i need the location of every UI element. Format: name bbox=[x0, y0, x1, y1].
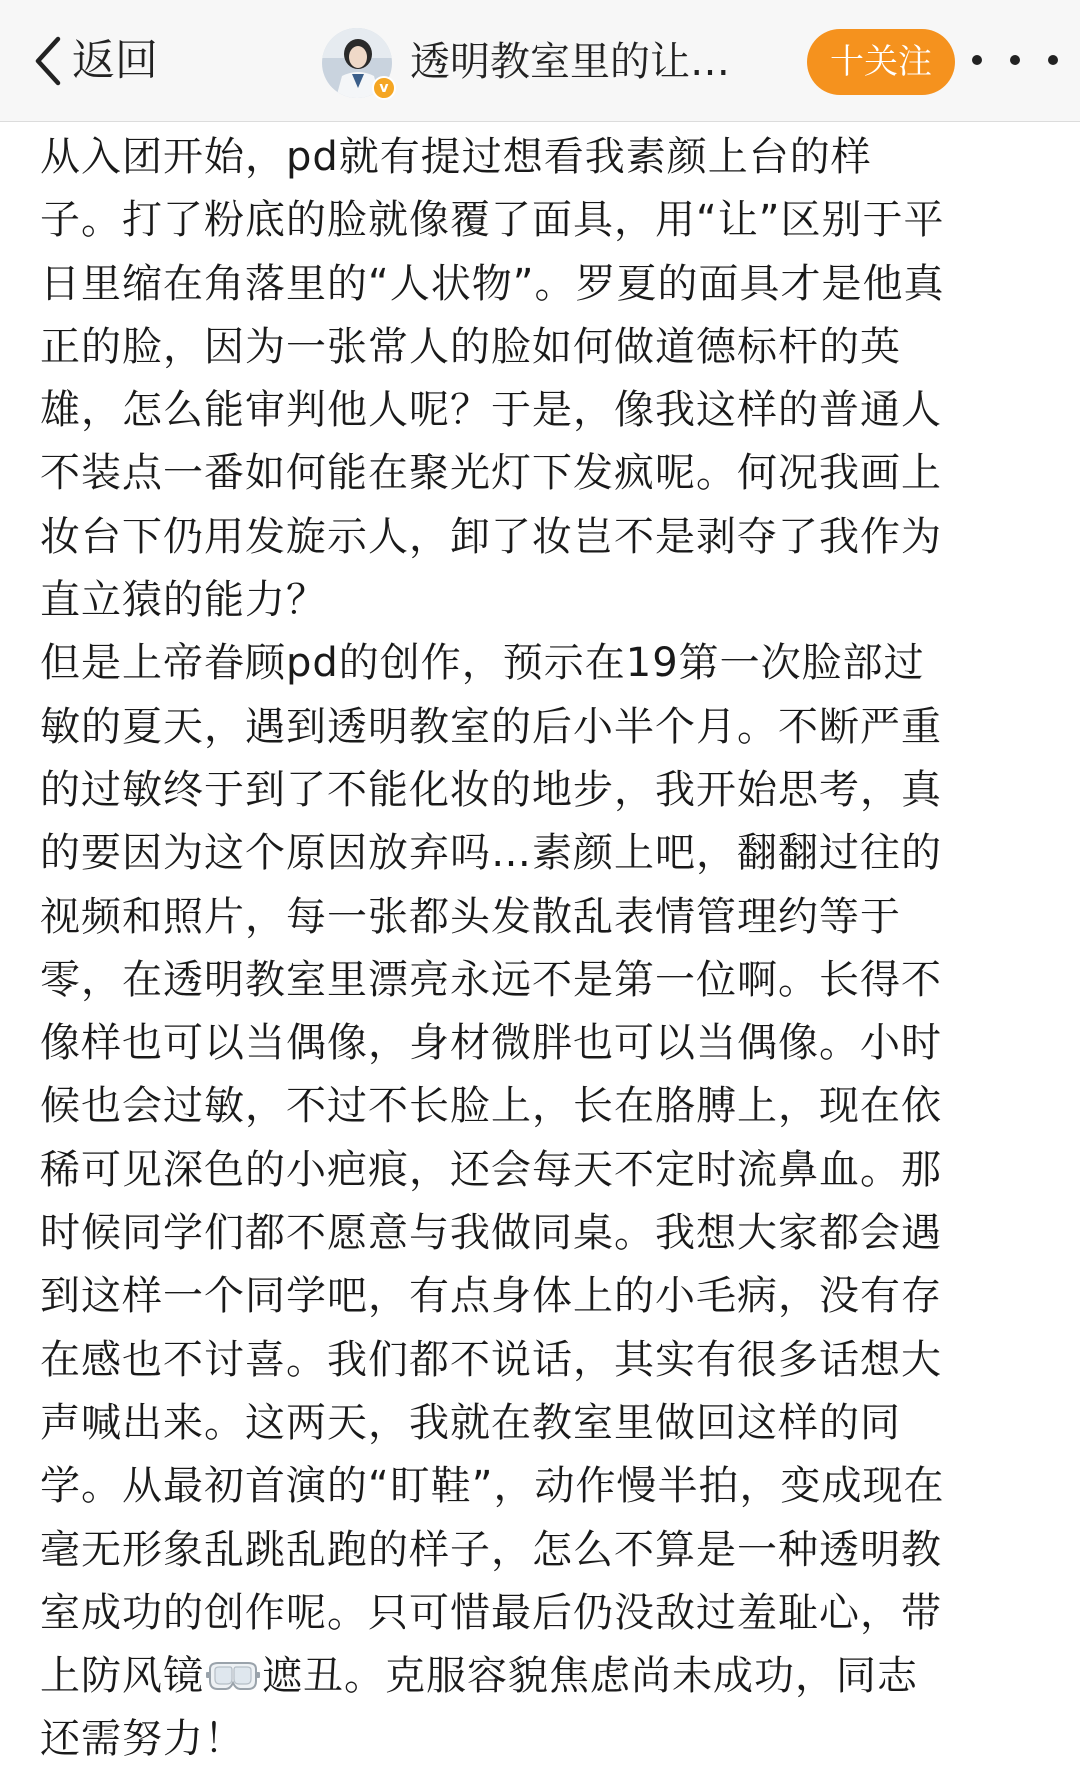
article-line: 在感也不讨喜。我们都不说话，其实有很多话想大 bbox=[40, 1336, 942, 1383]
avatar[interactable] bbox=[322, 28, 392, 98]
top-navbar bbox=[0, 0, 1080, 122]
goggles-icon bbox=[206, 1659, 260, 1693]
article-line: 直立猿的能力？ bbox=[40, 577, 327, 624]
article-line-emoji bbox=[40, 1645, 1050, 1708]
article-line: 像样也可以当偶像，身材微胖也可以当偶像。小时 bbox=[40, 1020, 942, 1067]
page-title: 透明教室里的让… bbox=[410, 39, 730, 85]
follow-button[interactable]: 十关注 bbox=[807, 29, 955, 95]
article-line: 但是上帝眷顾pd的创作，预示在19第一次脸部过 bbox=[40, 640, 925, 687]
more-dot bbox=[1010, 55, 1020, 65]
article-line: 正的脸，因为一张常人的脸如何做道德标杆的英 bbox=[40, 323, 901, 370]
article-line: 的过敏终于到了不能化妆的地步，我开始思考，真 bbox=[40, 766, 942, 813]
article-body bbox=[40, 126, 1050, 1772]
article-line: 视频和照片，每一张都头发散乱表情管理约等于 bbox=[40, 893, 901, 940]
article-line: 学。从最初首演的“盯鞋”，动作慢半拍，变成现在 bbox=[40, 1463, 945, 1510]
article-line: 雄，怎么能审判他人呢？于是，像我这样的普通人 bbox=[40, 387, 942, 434]
emoji-line-before: 上防风镜 bbox=[40, 1653, 204, 1700]
more-horizontal-icon[interactable] bbox=[972, 44, 1058, 76]
article-line: 毫无形象乱跳乱跑的样子，怎么不算是一种透明教 bbox=[40, 1526, 942, 1573]
chevron-left-icon bbox=[30, 33, 66, 89]
verified-badge-icon: v bbox=[372, 76, 396, 100]
article-line: 的要因为这个原因放弃吗…素颜上吧，翻翻过往的 bbox=[40, 830, 942, 877]
article-line: 候也会过敏，不过不长脸上，长在胳膊上，现在依 bbox=[40, 1083, 942, 1130]
article-line: 时候同学们都不愿意与我做同桌。我想大家都会遇 bbox=[40, 1210, 942, 1257]
article-line: 从入团开始，pd就有提过想看我素颜上台的样 bbox=[40, 134, 872, 180]
article-line: 稀可见深色的小疤痕，还会每天不定时流鼻血。那 bbox=[40, 1146, 942, 1193]
more-dot bbox=[1048, 55, 1058, 65]
more-dot bbox=[972, 55, 982, 65]
back-button[interactable] bbox=[30, 28, 158, 94]
article-line: 敏的夏天，遇到透明教室的后小半个月。不断严重 bbox=[40, 703, 942, 750]
article-line: 日里缩在角落里的“人状物”。罗夏的面具才是他真 bbox=[40, 260, 945, 307]
article-line: 零，在透明教室里漂亮永远不是第一位啊。长得不 bbox=[40, 956, 942, 1003]
article-line: 还需努力！ bbox=[40, 1716, 245, 1763]
article-line: 子。打了粉底的脸就像覆了面具，用“让”区别于平 bbox=[40, 197, 945, 244]
article-line: 不装点一番如何能在聚光灯下发疯呢。何况我画上 bbox=[40, 450, 942, 497]
back-label: 返回 bbox=[72, 35, 158, 86]
article-line: 到这样一个同学吧，有点身体上的小毛病，没有存 bbox=[40, 1273, 942, 1320]
article-line: 声喊出来。这两天，我就在教室里做回这样的同 bbox=[40, 1399, 901, 1446]
emoji-line-after: 遮丑。克服容貌焦虑尚未成功，同志 bbox=[262, 1653, 918, 1700]
article-line: 妆台下仍用发旋示人，卸了妆岂不是剥夺了我作为 bbox=[40, 513, 942, 560]
article-line: 室成功的创作呢。只可惜最后仍没敌过羞耻心，带 bbox=[40, 1589, 942, 1636]
